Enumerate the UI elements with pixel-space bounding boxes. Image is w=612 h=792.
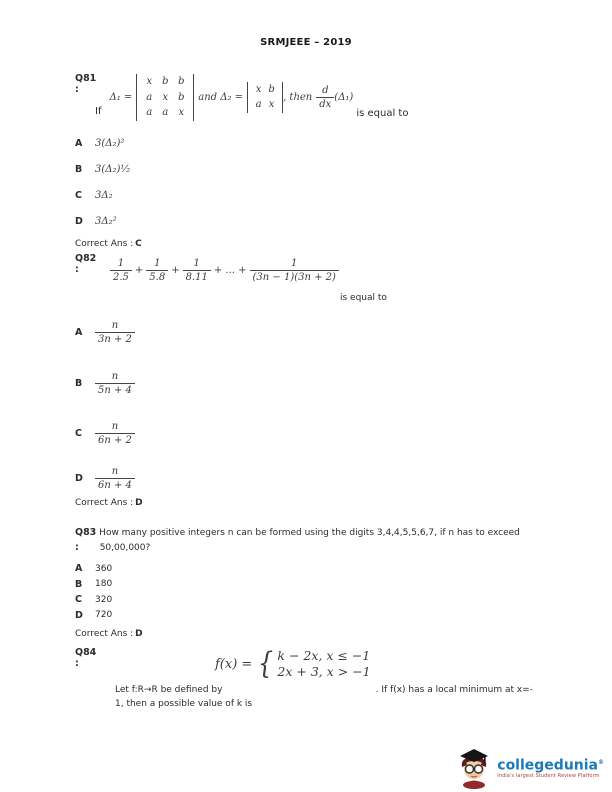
- option-d: D 3Δ₂²: [75, 215, 117, 227]
- question-81: [75, 74, 555, 249]
- question-colon: :: [75, 84, 79, 95]
- matrix-cell: a: [162, 107, 169, 118]
- correct-answer-line: Correct Ans : D: [75, 498, 143, 508]
- registered-mark: ®: [598, 758, 604, 766]
- question-82-formula: $\frac{1}{2.5}$ + $\frac{1}{5.8}$ + $\frac{1}{8.11}$ + ... + $\frac{1}{(3n - 1)(3n + 2)}$: [110, 257, 555, 284]
- fraction: $\frac{1}{(3n - 1)(3n + 2)}$: [250, 257, 339, 284]
- option-b: B 3(Δ₂)¹⁄₂: [75, 163, 131, 175]
- matrix-cell: x: [162, 91, 169, 103]
- question-84-text2: 1, then a possible value of k is: [115, 698, 253, 709]
- determinant-2x2: [247, 82, 283, 113]
- is-equal-to-label: is equal to: [356, 107, 409, 119]
- option-a: A $\frac{n}{3n + 2}$: [75, 319, 555, 346]
- brand-tagline: India's largest Student Review Platform: [497, 773, 600, 780]
- question-84-formula: [215, 648, 555, 680]
- if-label: If: [95, 105, 102, 117]
- question-colon: :: [75, 264, 79, 275]
- question-number: Q83: [75, 527, 97, 538]
- then-text: , then: [283, 91, 313, 103]
- option-d: D 720: [75, 609, 113, 621]
- option-value: 720: [95, 610, 113, 621]
- correct-answer-line: Correct Ans : D: [75, 629, 143, 639]
- question-84-label: [75, 648, 97, 669]
- option-a: A 360: [75, 563, 113, 575]
- page-title: SRMJEEE – 2019: [260, 37, 352, 48]
- option-fraction: $\frac{n}{6n + 2}$: [95, 420, 135, 447]
- piecewise-cases: [277, 648, 370, 680]
- option-d: D $\frac{n}{6n + 4}$: [75, 465, 555, 492]
- option-value: 180: [95, 579, 113, 590]
- matrix-cell: x: [146, 76, 153, 87]
- question-82: [75, 254, 555, 508]
- d-dx-fraction: $\frac{d}{dx}$: [316, 84, 334, 111]
- matrix-cell: x: [255, 83, 262, 95]
- correct-answer-line: Correct Ans : C: [75, 238, 142, 249]
- matrix-cell: a: [146, 91, 153, 103]
- option-c: C 3Δ₂: [75, 190, 113, 201]
- option-value: 360: [95, 563, 113, 574]
- correct-answer-letter: D: [135, 629, 143, 639]
- collegedunia-logo: [454, 745, 604, 789]
- matrix-cell: x: [178, 107, 185, 118]
- option-value: 3Δ₂: [95, 190, 113, 201]
- question-colon: :: [75, 658, 79, 669]
- option-value: 3(Δ₂)²: [95, 137, 125, 149]
- fx-equals: f(x) =: [215, 656, 253, 672]
- question-81-label: [75, 74, 97, 95]
- matrix-cell: b: [268, 83, 275, 95]
- delta1-equals: Δ₁ =: [109, 91, 133, 103]
- left-brace: {: [258, 646, 274, 681]
- matrix-cell: a: [255, 99, 262, 111]
- question-81-formula: [95, 74, 555, 121]
- case-2: 2x + 3, x > −1: [277, 664, 371, 679]
- question-84-text: Let f:R→R be defined by . If f(x) has a local minimum at x=-: [115, 685, 533, 695]
- case-1: k − 2x, x ≤ −1: [277, 648, 371, 663]
- option-fraction: $\frac{n}{5n + 4}$: [95, 370, 135, 397]
- question-colon: :: [75, 541, 79, 553]
- is-equal-to-label: is equal to: [340, 293, 387, 303]
- question-84: [75, 648, 555, 711]
- option-b: B $\frac{n}{5n + 4}$: [75, 370, 555, 397]
- and-delta2-equals: and Δ₂ =: [198, 91, 244, 103]
- fraction: $\frac{1}{5.8}$: [146, 257, 168, 284]
- correct-answer-letter: C: [135, 238, 142, 249]
- question-number: Q81: [75, 73, 97, 84]
- option-value: 3(Δ₂)¹⁄₂: [95, 163, 131, 175]
- fraction: $\frac{1}{2.5}$: [110, 257, 132, 284]
- matrix-cell: x: [268, 99, 275, 111]
- option-fraction: $\frac{n}{6n + 4}$: [95, 465, 135, 492]
- question-number: Q84: [75, 647, 97, 658]
- matrix-cell: a: [146, 107, 153, 118]
- option-c: C 320: [75, 594, 113, 606]
- question-83-text: Q83 How many positive integers n can be formed using the digits 3,4,4,5,5,6,7, if n has to exceed: [75, 527, 520, 538]
- option-value: 3Δ₂²: [95, 215, 117, 227]
- matrix-cell: b: [178, 91, 185, 103]
- option-a: A 3(Δ₂)²: [75, 137, 125, 149]
- option-fraction: $\frac{n}{3n + 2}$: [95, 319, 135, 346]
- mascot-icon: [454, 745, 494, 789]
- matrix-cell: b: [162, 76, 169, 87]
- question-83: [75, 526, 555, 639]
- option-c: C $\frac{n}{6n + 2}$: [75, 420, 555, 447]
- correct-answer-letter: D: [135, 498, 143, 508]
- determinant-3x3: [136, 74, 194, 121]
- derivative-argument: (Δ₁): [334, 91, 354, 103]
- option-b: B 180: [75, 578, 113, 590]
- fraction: $\frac{1}{8.11}$: [183, 257, 211, 284]
- matrix-cell: b: [178, 76, 185, 87]
- plus-dots-plus: + ... +: [213, 265, 247, 276]
- question-82-label: [75, 254, 97, 275]
- brand-name: collegedunia®: [497, 757, 604, 774]
- question-83-text2: : 50,00,000?: [75, 541, 151, 553]
- question-number: Q82: [75, 253, 97, 264]
- option-value: 320: [95, 594, 113, 605]
